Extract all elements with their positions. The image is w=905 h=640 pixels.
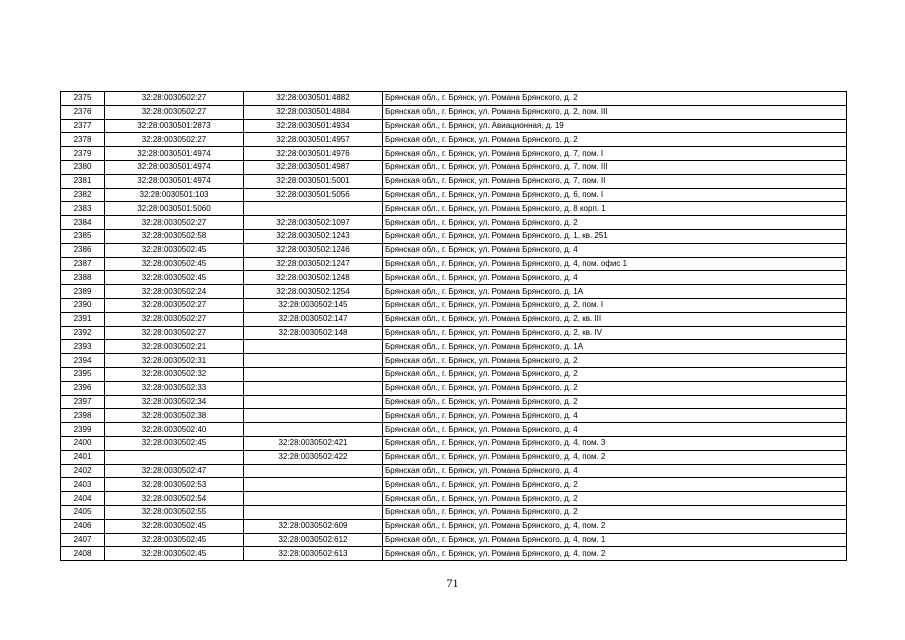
table-row xyxy=(61,464,847,478)
object-cadastral-number-cell: 32:28:0030502:613 xyxy=(244,547,383,561)
address-cell: Брянская обл., г. Брянск, ул. Романа Брянского, д. 2 xyxy=(383,354,847,368)
address-cell: Брянская обл., г. Брянск, ул. Романа Брянского, д. 4 xyxy=(383,409,847,423)
row-number-cell: 2395 xyxy=(61,367,105,381)
row-number-cell: 2400 xyxy=(61,436,105,450)
address-cell: Брянская обл., г. Брянск, ул. Романа Брянского, д. 6, пом. I xyxy=(383,188,847,202)
address-cell: Брянская обл., г. Брянск, ул. Романа Брянского, д. 8 корп. 1 xyxy=(383,202,847,216)
address-cell: Брянская обл., г. Брянск, ул. Романа Брянского, д. 2 xyxy=(383,492,847,506)
parcel-cadastral-number-cell: 32:28:0030502:53 xyxy=(105,478,244,492)
row-number-cell: 2405 xyxy=(61,505,105,519)
table-row xyxy=(61,174,847,188)
table-row xyxy=(61,119,847,133)
parcel-cadastral-number-cell: 32:28:0030502:55 xyxy=(105,505,244,519)
row-number-cell: 2386 xyxy=(61,243,105,257)
parcel-cadastral-number-cell: 32:28:0030502:27 xyxy=(105,133,244,147)
parcel-cadastral-number-cell: 32:28:0030502:31 xyxy=(105,354,244,368)
address-cell: Брянская обл., г. Брянск, ул. Романа Брянского, д. 1, кв. 251 xyxy=(383,229,847,243)
address-cell: Брянская обл., г. Брянск, ул. Романа Брянского, д. 4 xyxy=(383,271,847,285)
row-number-cell: 2398 xyxy=(61,409,105,423)
address-cell: Брянская обл., г. Брянск, ул. Романа Брянского, д. 2 xyxy=(383,505,847,519)
parcel-cadastral-number-cell: 32:28:0030502:40 xyxy=(105,423,244,437)
object-cadastral-number-cell: 32:28:0030502:1254 xyxy=(244,285,383,299)
object-cadastral-number-cell: 32:28:0030501:4884 xyxy=(244,105,383,119)
registry-table-body xyxy=(61,92,847,561)
address-cell: Брянская обл., г. Брянск, ул. Романа Брянского, д. 4 xyxy=(383,243,847,257)
parcel-cadastral-number-cell: 32:28:0030502:27 xyxy=(105,92,244,106)
address-cell: Брянская обл., г. Брянск, ул. Романа Брянского, д. 7, пом. III xyxy=(383,160,847,174)
row-number-cell: 2376 xyxy=(61,105,105,119)
object-cadastral-number-cell xyxy=(244,202,383,216)
table-row xyxy=(61,188,847,202)
parcel-cadastral-number-cell: 32:28:0030502:45 xyxy=(105,547,244,561)
row-number-cell: 2375 xyxy=(61,92,105,106)
object-cadastral-number-cell: 32:28:0030501:4957 xyxy=(244,133,383,147)
parcel-cadastral-number-cell: 32:28:0030502:45 xyxy=(105,243,244,257)
table-row xyxy=(61,395,847,409)
address-cell: Брянская обл., г. Брянск, ул. Романа Брянского, д. 4, пом. 1 xyxy=(383,533,847,547)
table-row xyxy=(61,243,847,257)
address-cell: Брянская обл., г. Брянск, ул. Романа Брянского, д. 4, пом. офис 1 xyxy=(383,257,847,271)
row-number-cell: 2402 xyxy=(61,464,105,478)
table-row xyxy=(61,202,847,216)
parcel-cadastral-number-cell: 32:28:0030501:5060 xyxy=(105,202,244,216)
object-cadastral-number-cell: 32:28:0030501:4987 xyxy=(244,160,383,174)
table-row xyxy=(61,450,847,464)
table-row xyxy=(61,105,847,119)
object-cadastral-number-cell: 32:28:0030502:1097 xyxy=(244,216,383,230)
object-cadastral-number-cell: 32:28:0030502:148 xyxy=(244,326,383,340)
table-row xyxy=(61,533,847,547)
row-number-cell: 2401 xyxy=(61,450,105,464)
object-cadastral-number-cell: 32:28:0030501:5056 xyxy=(244,188,383,202)
address-cell: Брянская обл., г. Брянск, ул. Авиационная, д. 19 xyxy=(383,119,847,133)
row-number-cell: 2404 xyxy=(61,492,105,506)
row-number-cell: 2399 xyxy=(61,423,105,437)
table-row xyxy=(61,229,847,243)
address-cell: Брянская обл., г. Брянск, ул. Романа Брянского, д. 2, кв. III xyxy=(383,312,847,326)
object-cadastral-number-cell: 32:28:0030502:145 xyxy=(244,298,383,312)
object-cadastral-number-cell: 32:28:0030502:1243 xyxy=(244,229,383,243)
address-cell: Брянская обл., г. Брянск, ул. Романа Брянского, д. 4 xyxy=(383,464,847,478)
parcel-cadastral-number-cell: 32:28:0030502:54 xyxy=(105,492,244,506)
parcel-cadastral-number-cell: 32:28:0030501:2873 xyxy=(105,119,244,133)
table-row xyxy=(61,160,847,174)
object-cadastral-number-cell xyxy=(244,478,383,492)
object-cadastral-number-cell: 32:28:0030502:1246 xyxy=(244,243,383,257)
table-row xyxy=(61,478,847,492)
page-number: 71 xyxy=(446,576,459,590)
row-number-cell: 2390 xyxy=(61,298,105,312)
table-row xyxy=(61,257,847,271)
row-number-cell: 2383 xyxy=(61,202,105,216)
row-number-cell: 2387 xyxy=(61,257,105,271)
table-row xyxy=(61,505,847,519)
object-cadastral-number-cell: 32:28:0030501:4976 xyxy=(244,147,383,161)
object-cadastral-number-cell: 32:28:0030502:1247 xyxy=(244,257,383,271)
address-cell: Брянская обл., г. Брянск, ул. Романа Брянского, д. 1А xyxy=(383,285,847,299)
table-row xyxy=(61,298,847,312)
row-number-cell: 2406 xyxy=(61,519,105,533)
table-row xyxy=(61,92,847,106)
parcel-cadastral-number-cell: 32:28:0030502:21 xyxy=(105,340,244,354)
address-cell: Брянская обл., г. Брянск, ул. Романа Брянского, д. 2 xyxy=(383,478,847,492)
row-number-cell: 2382 xyxy=(61,188,105,202)
object-cadastral-number-cell xyxy=(244,367,383,381)
address-cell: Брянская обл., г. Брянск, ул. Романа Брянского, д. 4, пом. 2 xyxy=(383,547,847,561)
address-cell: Брянская обл., г. Брянск, ул. Романа Брянского, д. 2, кв. IV xyxy=(383,326,847,340)
address-cell: Брянская обл., г. Брянск, ул. Романа Брянского, д. 7, пом. II xyxy=(383,174,847,188)
address-cell: Брянская обл., г. Брянск, ул. Романа Брянского, д. 2 xyxy=(383,367,847,381)
parcel-cadastral-number-cell xyxy=(105,450,244,464)
table-row xyxy=(61,547,847,561)
parcel-cadastral-number-cell: 32:28:0030502:45 xyxy=(105,436,244,450)
address-cell: Брянская обл., г. Брянск, ул. Романа Брянского, д. 2 xyxy=(383,216,847,230)
row-number-cell: 2403 xyxy=(61,478,105,492)
table-row xyxy=(61,409,847,423)
object-cadastral-number-cell: 32:28:0030501:4934 xyxy=(244,119,383,133)
table-row xyxy=(61,423,847,437)
row-number-cell: 2378 xyxy=(61,133,105,147)
address-cell: Брянская обл., г. Брянск, ул. Романа Брянского, д. 2 xyxy=(383,133,847,147)
registry-table xyxy=(60,91,847,561)
object-cadastral-number-cell: 32:28:0030501:5001 xyxy=(244,174,383,188)
address-cell: Брянская обл., г. Брянск, ул. Романа Брянского, д. 2 xyxy=(383,395,847,409)
address-cell: Брянская обл., г. Брянск, ул. Романа Брянского, д. 7, пом. I xyxy=(383,147,847,161)
address-cell: Брянская обл., г. Брянск, ул. Романа Брянского, д. 4, пом. 3 xyxy=(383,436,847,450)
row-number-cell: 2380 xyxy=(61,160,105,174)
row-number-cell: 2393 xyxy=(61,340,105,354)
address-cell: Брянская обл., г. Брянск, ул. Романа Брянского, д. 2 xyxy=(383,92,847,106)
object-cadastral-number-cell xyxy=(244,423,383,437)
row-number-cell: 2377 xyxy=(61,119,105,133)
object-cadastral-number-cell xyxy=(244,492,383,506)
parcel-cadastral-number-cell: 32:28:0030502:45 xyxy=(105,519,244,533)
parcel-cadastral-number-cell: 32:28:0030502:45 xyxy=(105,257,244,271)
row-number-cell: 2397 xyxy=(61,395,105,409)
object-cadastral-number-cell: 32:28:0030502:609 xyxy=(244,519,383,533)
parcel-cadastral-number-cell: 32:28:0030502:32 xyxy=(105,367,244,381)
row-number-cell: 2396 xyxy=(61,381,105,395)
table-row xyxy=(61,367,847,381)
table-row xyxy=(61,271,847,285)
table-row xyxy=(61,285,847,299)
parcel-cadastral-number-cell: 32:28:0030502:47 xyxy=(105,464,244,478)
row-number-cell: 2384 xyxy=(61,216,105,230)
parcel-cadastral-number-cell: 32:28:0030502:27 xyxy=(105,298,244,312)
table-row xyxy=(61,381,847,395)
address-cell: Брянская обл., г. Брянск, ул. Романа Брянского, д. 4 xyxy=(383,423,847,437)
row-number-cell: 2381 xyxy=(61,174,105,188)
parcel-cadastral-number-cell: 32:28:0030502:27 xyxy=(105,312,244,326)
parcel-cadastral-number-cell: 32:28:0030502:45 xyxy=(105,271,244,285)
object-cadastral-number-cell: 32:28:0030502:421 xyxy=(244,436,383,450)
row-number-cell: 2392 xyxy=(61,326,105,340)
address-cell: Брянская обл., г. Брянск, ул. Романа Брянского, д. 2 xyxy=(383,381,847,395)
parcel-cadastral-number-cell: 32:28:0030502:45 xyxy=(105,533,244,547)
object-cadastral-number-cell: 32:28:0030501:4882 xyxy=(244,92,383,106)
address-cell: Брянская обл., г. Брянск, ул. Романа Брянского, д. 4, пом. 2 xyxy=(383,450,847,464)
row-number-cell: 2379 xyxy=(61,147,105,161)
parcel-cadastral-number-cell: 32:28:0030502:27 xyxy=(105,326,244,340)
object-cadastral-number-cell: 32:28:0030502:422 xyxy=(244,450,383,464)
parcel-cadastral-number-cell: 32:28:0030502:24 xyxy=(105,285,244,299)
parcel-cadastral-number-cell: 32:28:0030502:38 xyxy=(105,409,244,423)
table-row xyxy=(61,133,847,147)
address-cell: Брянская обл., г. Брянск, ул. Романа Брянского, д. 2, пом. III xyxy=(383,105,847,119)
table-row xyxy=(61,340,847,354)
table-row xyxy=(61,436,847,450)
row-number-cell: 2389 xyxy=(61,285,105,299)
table-row xyxy=(61,147,847,161)
row-number-cell: 2385 xyxy=(61,229,105,243)
object-cadastral-number-cell xyxy=(244,381,383,395)
parcel-cadastral-number-cell: 32:28:0030501:103 xyxy=(105,188,244,202)
table-row xyxy=(61,326,847,340)
parcel-cadastral-number-cell: 32:28:0030502:27 xyxy=(105,105,244,119)
table-row xyxy=(61,492,847,506)
object-cadastral-number-cell xyxy=(244,354,383,368)
address-cell: Брянская обл., г. Брянск, ул. Романа Брянского, д. 4, пом. 2 xyxy=(383,519,847,533)
object-cadastral-number-cell: 32:28:0030502:612 xyxy=(244,533,383,547)
object-cadastral-number-cell xyxy=(244,395,383,409)
parcel-cadastral-number-cell: 32:28:0030501:4974 xyxy=(105,160,244,174)
row-number-cell: 2407 xyxy=(61,533,105,547)
row-number-cell: 2391 xyxy=(61,312,105,326)
table-row xyxy=(61,519,847,533)
object-cadastral-number-cell xyxy=(244,464,383,478)
row-number-cell: 2408 xyxy=(61,547,105,561)
address-cell: Брянская обл., г. Брянск, ул. Романа Брянского, д. 2, пом. I xyxy=(383,298,847,312)
row-number-cell: 2388 xyxy=(61,271,105,285)
table-row xyxy=(61,312,847,326)
table-row xyxy=(61,216,847,230)
parcel-cadastral-number-cell: 32:28:0030502:58 xyxy=(105,229,244,243)
parcel-cadastral-number-cell: 32:28:0030502:34 xyxy=(105,395,244,409)
row-number-cell: 2394 xyxy=(61,354,105,368)
object-cadastral-number-cell: 32:28:0030502:147 xyxy=(244,312,383,326)
address-cell: Брянская обл., г. Брянск, ул. Романа Брянского, д. 1А xyxy=(383,340,847,354)
parcel-cadastral-number-cell: 32:28:0030502:33 xyxy=(105,381,244,395)
table-row xyxy=(61,354,847,368)
object-cadastral-number-cell xyxy=(244,505,383,519)
object-cadastral-number-cell xyxy=(244,340,383,354)
parcel-cadastral-number-cell: 32:28:0030501:4974 xyxy=(105,147,244,161)
object-cadastral-number-cell xyxy=(244,409,383,423)
parcel-cadastral-number-cell: 32:28:0030502:27 xyxy=(105,216,244,230)
parcel-cadastral-number-cell: 32:28:0030501:4974 xyxy=(105,174,244,188)
object-cadastral-number-cell: 32:28:0030502:1248 xyxy=(244,271,383,285)
